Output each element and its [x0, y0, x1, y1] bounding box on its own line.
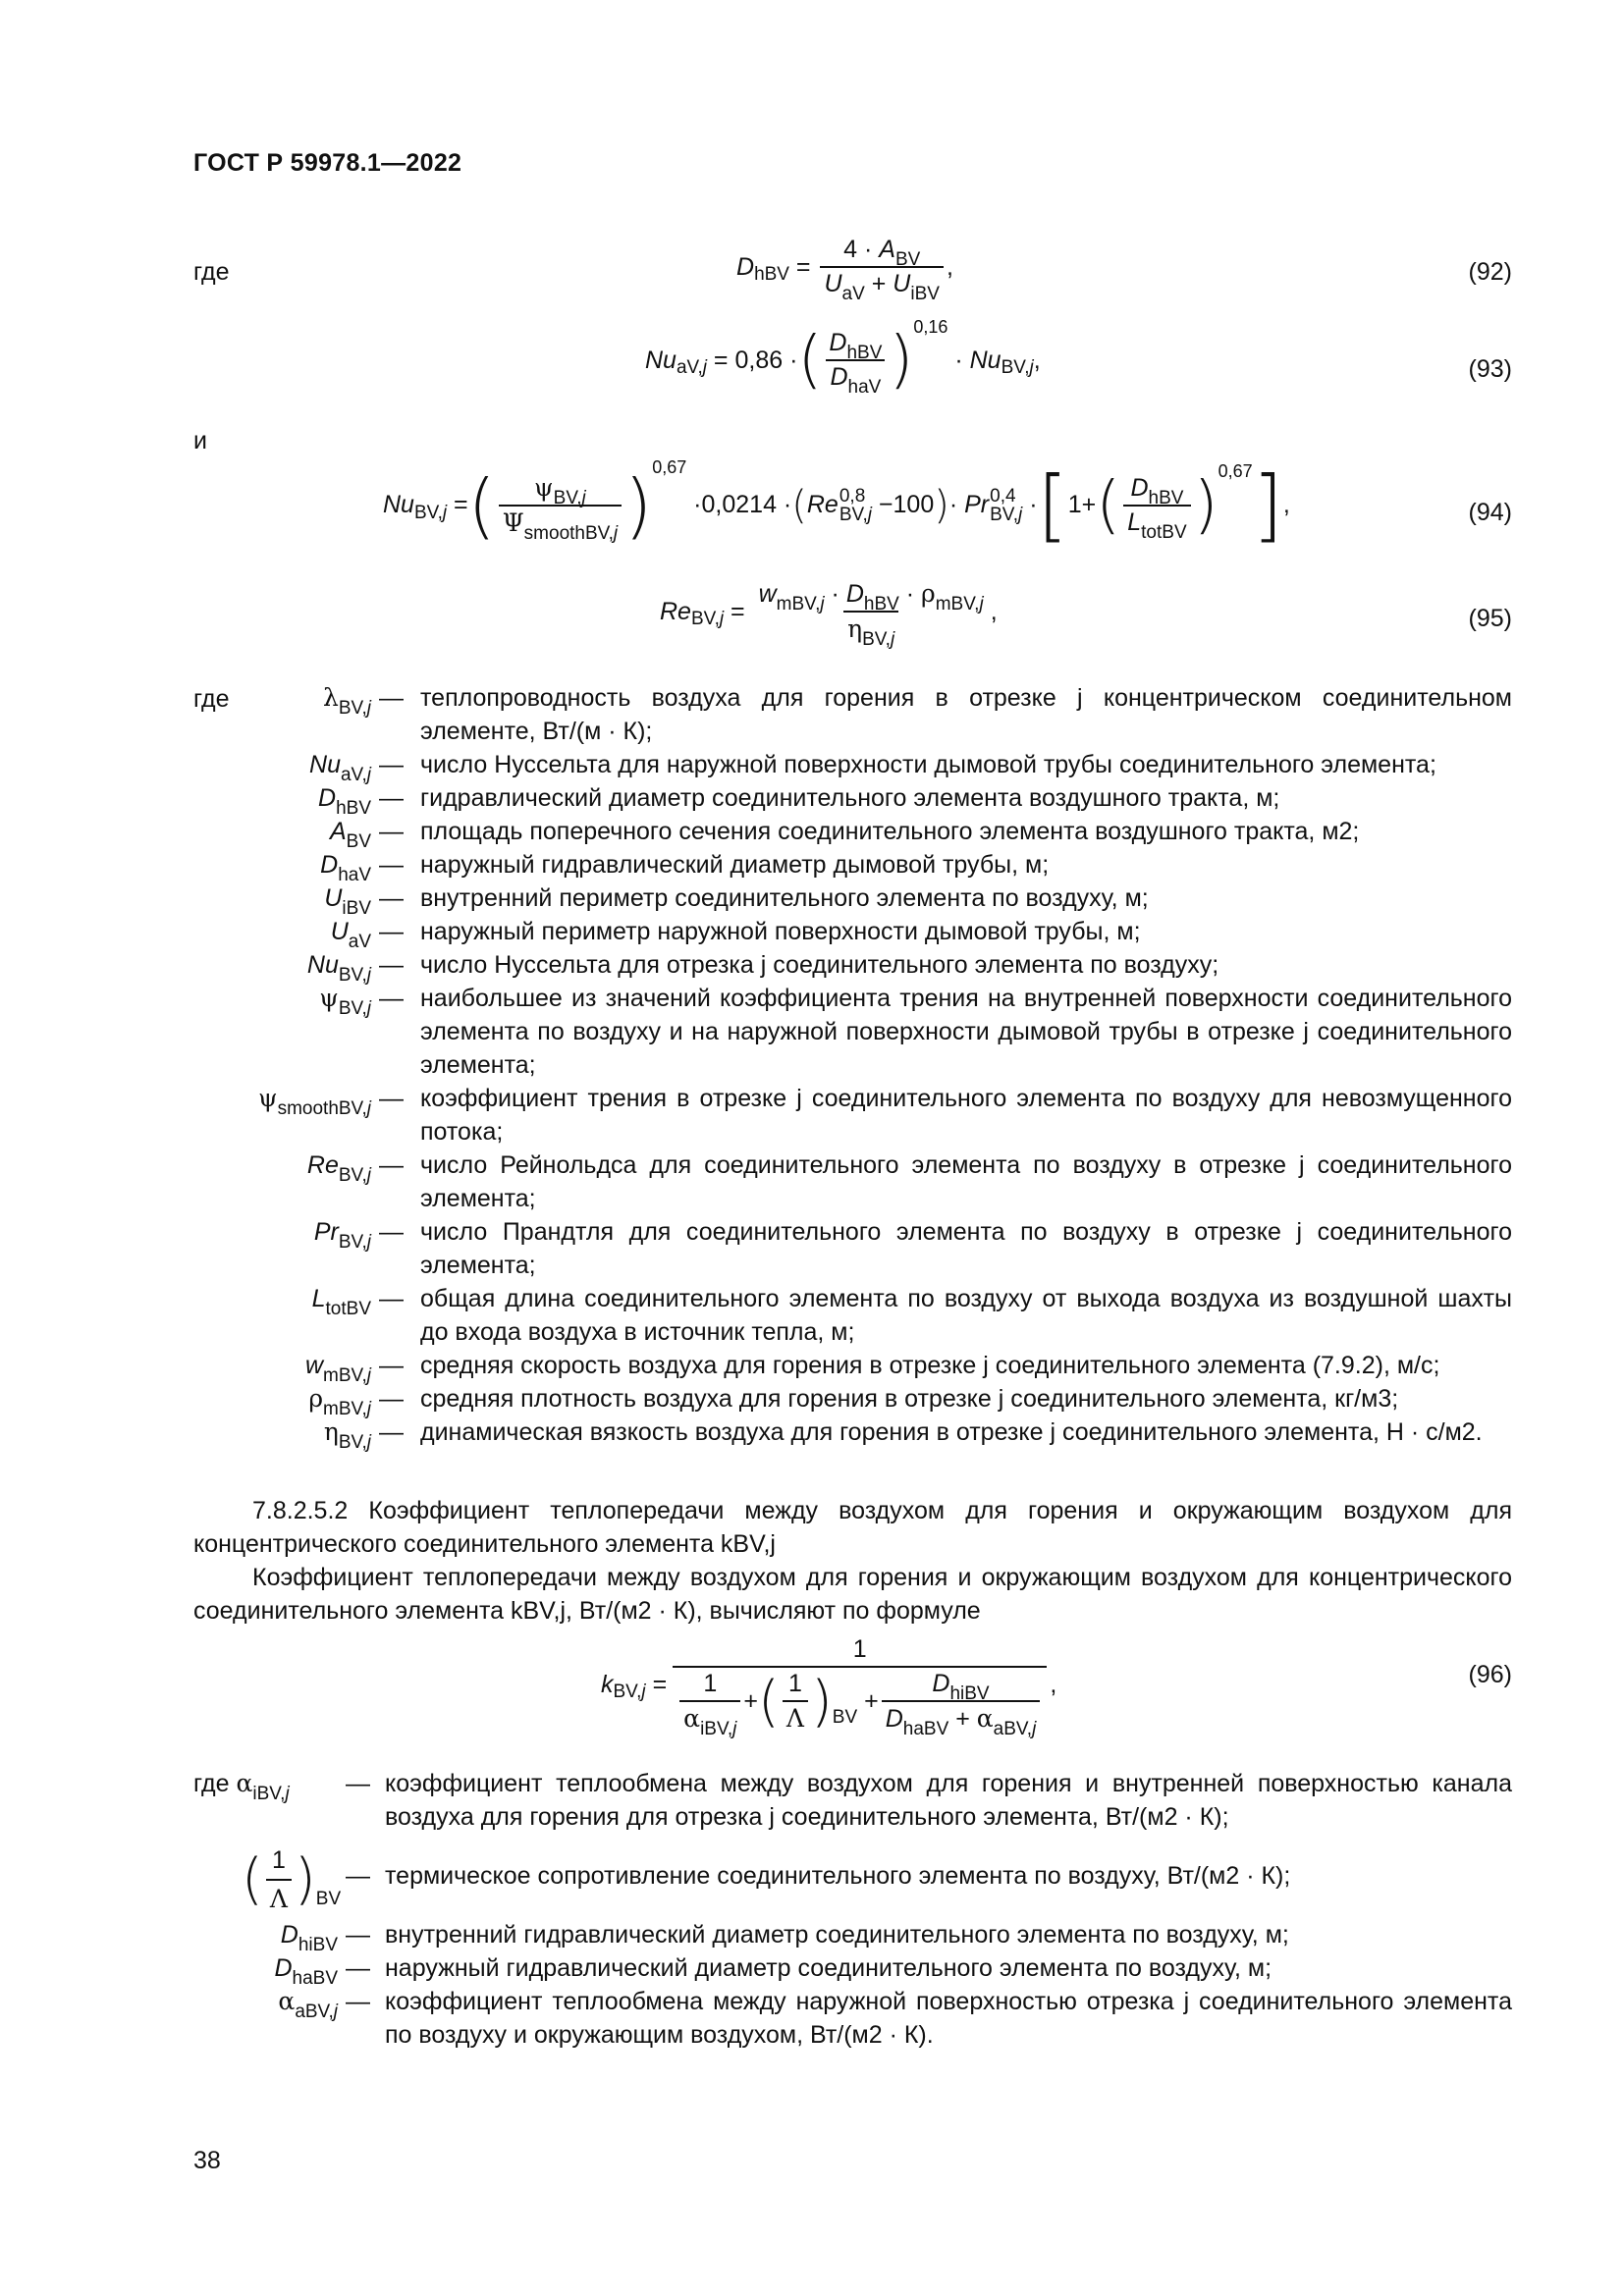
eq93-coef: 0,86 [734, 346, 784, 374]
equation-number-94: (94) [1468, 499, 1512, 526]
equation-number-93: (93) [1468, 355, 1512, 383]
paragraph-formula-intro: Коэффициент теплопередачи между воздухом для горения и окружающим воздухом для концентрического соединительного элемента kBV,j, Вт/(м2 · К), вычисляют по формуле [193, 1564, 1512, 1625]
legend-item: где $\alpha_{iBV,j}$ — коэффициент теплообмена между воздухом для горения и внутренней поверхностью канала воздуха для горения для отрезка j соединительного элемента, Вт/(м2 · К); [193, 1769, 1512, 1831]
legend-item: ( $\frac{1}{\Lambda}$ ) BV — термическое сопротивление соединительного элемента по воздуху, Вт/(м2 · К); [0, 1834, 1624, 1918]
legend-item: $\lambda_{BV,j}$ — теплопроводность воздуха для горения в отрезке j концентрическом соединительном элементе, Вт/(м · К); [323, 683, 1512, 745]
equation-93: Nu aV,j = 0,86 · ( $\frac{D_{hBV}}{D_{haV}}$ ) 0,16 · Nu BV,j , [645, 316, 1041, 398]
legend-item: $L_{totBV}$ — общая длина соединительного элемента по воздуху от выхода воздуха из воздушной шахты до входа воздуха в источник тепла, м; [311, 1285, 1512, 1346]
legend-item: $D_{hBV}$ — гидравлический диаметр соединительного элемента воздушного тракта, м; [318, 784, 1280, 819]
legend-item: $D_{hiBV}$ — внутренний гидравлический диаметр соединительного элемента по воздуху, м; [280, 1921, 1289, 1955]
eq94-coef: 0,0214 [701, 491, 777, 518]
document-header: ГОСТ Р 59978.1—2022 [193, 149, 462, 177]
legend-item: $D_{haBV}$ — наружный гидравлический диаметр соединительного элемента по воздуху, м; [274, 1954, 1272, 1989]
legend-item: $U_{iBV}$ — внутренний периметр соединительного элемента по воздуху, м; [324, 884, 1149, 919]
legend-item: $Re_{BV,j}$ — число Рейнольдса для соединительного элемента по воздуху в отрезке j соединительного элемента; [306, 1151, 1512, 1212]
legend-item: $Nu_{BV,j}$ — число Нуссельта для отрезка j соединительного элемента по воздуху; [306, 951, 1219, 986]
word-and: и [193, 427, 207, 454]
legend-item: $Nu_{aV,j}$ — число Нуссельта для наружной поверхности дымовой трубы соединительного элемента; [309, 751, 1436, 785]
word-where-3: где [193, 1770, 230, 1797]
equation-number-92: (92) [1468, 258, 1512, 286]
eq94-one: 1 [1067, 491, 1082, 518]
word-where-2: где [193, 685, 230, 713]
legend-item: $A_{BV}$ — площадь поперечного сечения соединительного элемента воздушного тракта, м2; [329, 818, 1360, 852]
eq94-exponent2: 0,67 [1218, 461, 1253, 481]
legend-list-1 [0, 681, 1624, 1453]
equation-95: Re BV,j = $\frac{w_{mBV,j} \cdot D_{hBV} \cdot \rho_{mBV,j}}{\eta_{BV,j}}$ , [660, 579, 998, 650]
word-where: где [193, 258, 230, 286]
legend-item: $\eta_{BV,j}$ — динамическая вязкость воздуха для горения в отрезке j соединительного элемента, Н · с/м2. [323, 1417, 1483, 1453]
page-number: 38 [193, 2147, 221, 2174]
eq94-pr-exponent: 0,4 [990, 485, 1016, 507]
legend-item: $Pr_{BV,j}$ — число Прандтля для соединительного элемента по воздуху в отрезке j соединительного элемента; [313, 1218, 1512, 1279]
legend-item: $\rho_{mBV,j}$ — средняя плотность воздуха для горения в отрезке j соединительного элемента, кг/м3; [308, 1384, 1399, 1419]
eq94-const: 100 [893, 491, 935, 518]
equation-number-95: (95) [1468, 605, 1512, 632]
legend-item: $D_{haV}$ — наружный гидравлический диаметр дымовой трубы, м; [320, 851, 1050, 885]
section-heading-7-8-2-5-2: 7.8.2.5.2 Коэффициент теплопередачи между воздухом для горения и окружающим воздухом для концентрического соединительного элемента kBV,j [193, 1497, 1512, 1558]
legend-item: $\alpha_{aBV,j}$ — коэффициент теплообмена между наружной поверхностью отрезка j соединительного элемента по воздуху и окружающим воздухом, Вт/(м2 · К). [278, 1987, 1512, 2049]
equation-92: D hBV = $\frac{4 \cdot A_{BV}}{U_{aV} + U_{iBV}}$ , [736, 236, 953, 304]
legend-item: $\psi_{smoothBV,j}$ — коэффициент трения в отрезке j соединительного элемента по воздуху для невозмущенного потока; [257, 1084, 1512, 1146]
equation-number-96: (96) [1468, 1661, 1512, 1688]
legend-item: $\psi_{BV,j}$ — наибольшее из значений коэффициента трения на внутренней поверхности соединительного элемента по воздуху и на наружной поверхности дымовой трубы в отрезке j соединительного элемента; [319, 984, 1512, 1079]
legend-list-2 [0, 1767, 1624, 2052]
eq94-exponent1: 0,67 [652, 457, 687, 477]
legend-item: $w_{mBV,j}$ — средняя скорость воздуха для горения в отрезке j соединительного элемента (7.9.2), м/с; [304, 1352, 1440, 1386]
eq93-exponent: 0,16 [913, 316, 948, 337]
equation-96: k BV,j = 1 $\frac{1}{\alpha_{iBV,j}}$ + ( $\frac{1}{\Lambda}$ ) BV + $\frac{D_{hiBV}}{D_{haBV} + \alpha_{aBV,j}}$ , [601, 1635, 1057, 1739]
equation-94: Nu BV,j = ( $\frac{\psi_{BV,j}}{\Psi_{smoothBV,j}}$ ) 0,67 · 0,0214 · ( Re 0,8 BV,j − 100 ) · Pr 0,4 BV,j · [ 1 + ( $\frac{D_{hBV}}{L_{totBV}}$ ) 0,67 ] , [383, 457, 1290, 551]
eq94-re-exponent: 0,8 [839, 485, 866, 507]
legend-item: $U_{aV}$ — наружный периметр наружной поверхности дымовой трубы, м; [330, 918, 1141, 952]
